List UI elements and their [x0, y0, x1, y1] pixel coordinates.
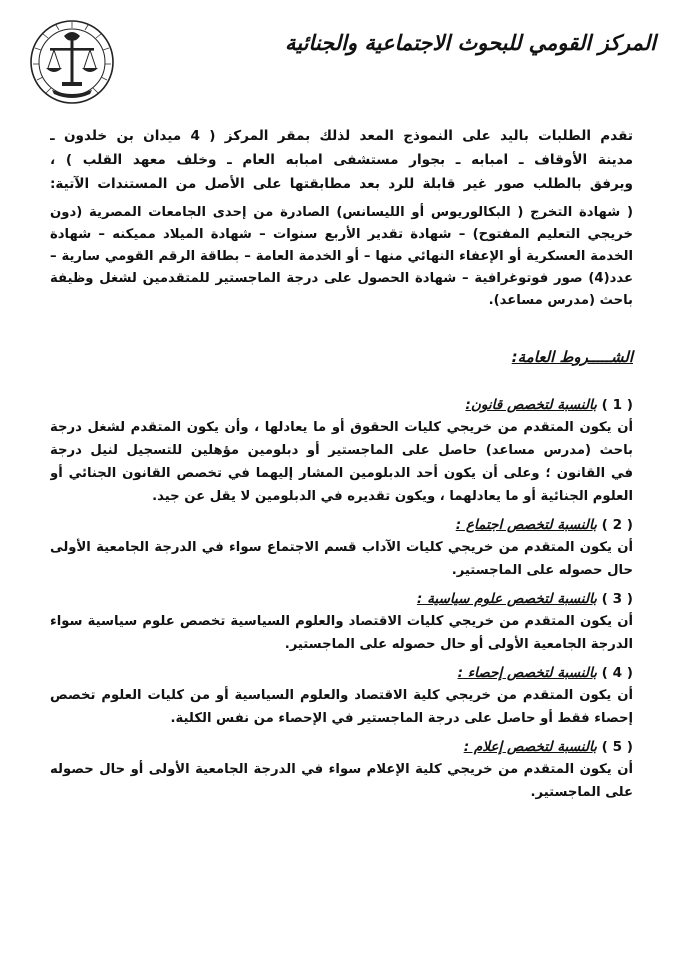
scales-of-justice-seal-icon	[28, 18, 116, 106]
condition-body	[50, 536, 633, 582]
documents-line: باحث (مدرس مساعد).	[488, 293, 633, 308]
condition-line: أن يكون المتقدم من خريجي كليات الحقوق أو ما يعادلها ، وأن يكون المتقدم لشغل درجة	[50, 420, 633, 435]
condition-line: على الماجستير.	[530, 785, 633, 800]
condition-heading	[50, 736, 633, 758]
condition-heading	[50, 514, 633, 536]
documents-line: خريجي التعليم المفتوح) – شهادة تقدير الأربع سنوات – شهادة الميلاد مميكنه – شهادة	[50, 227, 633, 242]
condition-line: أن يكون المتقدم من خريجي كليات الآداب قسم الاجتماع سواء في الدرجة الجامعية الأولى	[50, 540, 633, 555]
condition-line: باحث (مدرس مساعد) حاصل على الماجستير أو دبلومين مؤهلين للتسجيل لنيل درجة	[50, 443, 633, 458]
required-documents	[50, 202, 633, 312]
condition-political-science	[50, 588, 633, 656]
condition-number: ( 3 )	[601, 591, 633, 607]
condition-title: بالنسبة لتخصص اجتماع :	[455, 517, 597, 533]
condition-line: أن يكون المتقدم من خريجي كليات الاقتصاد والعلوم السياسية تخصص علوم سياسية سواء	[50, 614, 633, 629]
condition-number: ( 1 )	[601, 397, 633, 413]
document-body	[50, 124, 633, 804]
condition-law	[50, 394, 633, 508]
condition-heading	[50, 588, 633, 610]
letterhead	[0, 0, 678, 120]
condition-title: بالنسبة لتخصص قانون:	[465, 397, 597, 413]
condition-body	[50, 610, 633, 656]
condition-title: بالنسبة لتخصص إعلام :	[463, 739, 597, 755]
condition-title: بالنسبة لتخصص إحصاء :	[457, 665, 597, 681]
condition-sociology	[50, 514, 633, 582]
condition-body	[50, 758, 633, 804]
condition-media	[50, 736, 633, 804]
condition-number: ( 4 )	[601, 665, 633, 681]
organization-name: المركز القومي للبحوث الاجتماعية والجنائية	[284, 30, 656, 55]
condition-heading	[50, 394, 633, 416]
intro-line: مدينة الأوقاف ـ امبابه ـ بجوار مستشفى امبابه العام ـ وخلف معهد القلب ) ،	[50, 152, 633, 168]
condition-number: ( 2 )	[601, 517, 633, 533]
condition-body	[50, 416, 633, 508]
condition-line: العلوم الجنائية أو ما يعادلهما ، ويكون تقديره في الدبلومين لا يقل عن جيد.	[152, 489, 633, 504]
condition-body	[50, 684, 633, 730]
condition-title: بالنسبة لتخصص علوم سياسية :	[416, 591, 597, 607]
condition-heading	[50, 662, 633, 684]
documents-line: عدد(4) صور فوتوغرافية – شهادة الحصول على درجة الماجستير للمتقدمين لشغل وظيفة	[50, 271, 633, 286]
intro-line: تقدم الطلبات باليد على النموذج المعد لذلك بمقر المركز ( 4 ميدان بن خلدون ـ	[50, 128, 633, 144]
documents-line: الخدمة العسكرية أو الإعفاء النهائي منها – أو الخدمة العامة – بطاقة الرقم القومي سارية –	[50, 249, 633, 264]
condition-line: في القانون ؛ وعلى أن يكون أحد الدبلومين المشار إليهما في تخصص القانون الجنائي أو	[50, 466, 633, 481]
general-conditions-title: الشـــــروط العامة:	[511, 348, 633, 366]
documents-line: ( شهادة التخرج ( البكالوريوس أو الليسانس) الصادرة من إحدى الجامعات المصرية (دون	[50, 205, 633, 220]
intro-line: ويرفق بالطلب صور غير قابلة للرد بعد مطابقتها على الأصل من المستندات الآتية:	[50, 176, 633, 192]
condition-line: أن يكون المتقدم من خريجي كلية الاقتصاد والعلوم السياسية أو من كليات العلوم تخصص	[50, 688, 633, 703]
condition-line: أن يكون المتقدم من خريجي كلية الإعلام سواء في الدرجة الجامعية الأولى أو حال حصوله	[50, 762, 633, 777]
condition-statistics	[50, 662, 633, 730]
condition-line: حال حصوله على الماجستير.	[451, 563, 633, 578]
condition-number: ( 5 )	[601, 739, 633, 755]
condition-line: إحصاء فقط أو حاصل على درجة الماجستير في الإحصاء من نفس الكلية.	[170, 711, 633, 726]
intro-paragraph	[50, 124, 633, 196]
condition-line: الدرجة الجامعية الأولى أو حال حصوله على الماجستير.	[284, 637, 633, 652]
